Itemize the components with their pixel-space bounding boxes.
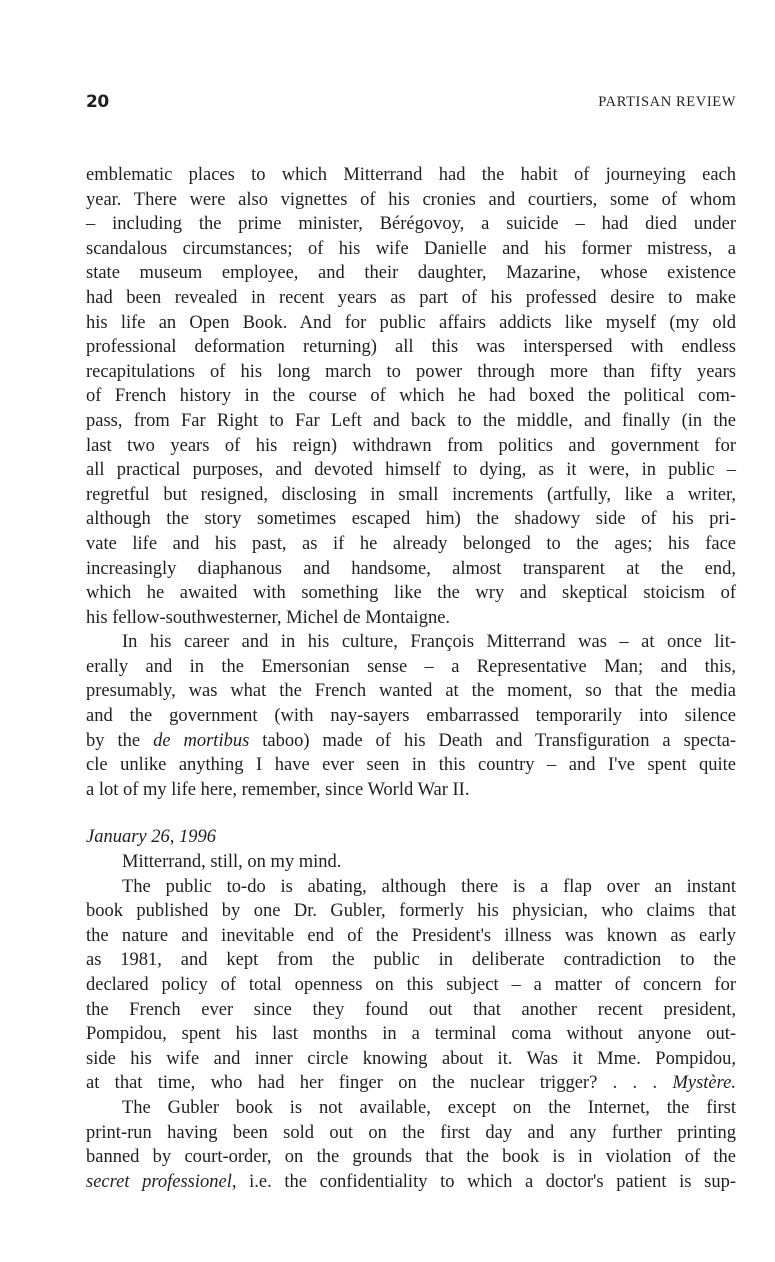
page-number: 20 (86, 92, 109, 112)
text-line: declared policy of total openness on this subject – a matter of concern for (86, 975, 736, 995)
text-line (86, 1071, 736, 1096)
text-line: last two years of his reign) withdrawn from politics and government for (86, 435, 736, 456)
paragraph-5 (86, 1096, 736, 1194)
text-line: vate life and his past, as if he already belonged to the ages; his face (86, 533, 736, 554)
text-run: taboo) made of his Death and Transfiguration a specta- (249, 730, 736, 751)
text-line: The Gubler book is not available, except on the Internet, the first (122, 1097, 736, 1118)
text-line: presumably, was what the French wanted at the moment, so that the media (86, 681, 736, 702)
text-run: at that time, who had her finger on the nuclear trigger? . . . (86, 1073, 673, 1094)
text-line: had been revealed in recent years as part of his professed desire to make (86, 287, 736, 308)
journal-title: PARTISAN REVIEW (598, 94, 736, 110)
text-line: all practical purposes, and devoted himself to dying, as it were, in public – (86, 460, 736, 481)
paragraph-2 (86, 630, 736, 802)
text-line: Pompidou, spent his last months in a terminal coma without anyone out- (86, 1024, 736, 1045)
text-line (86, 729, 736, 754)
text-line: and the government (with nay-sayers embarrassed temporarily into silence (86, 706, 736, 727)
text-run: by the (86, 730, 154, 751)
text-line: erally and in the Emersonian sense – a Representative Man; and this, (86, 656, 736, 677)
text-line: his life an Open Book. And for public affairs addicts like myself (my old (86, 312, 736, 333)
diary-entry-date: January 26, 1996 (86, 827, 216, 848)
text-line: as 1981, and kept from the public in deliberate contradiction to the (86, 950, 736, 971)
text-line: banned by court-order, on the grounds that the book is in violation of the (86, 1147, 736, 1168)
text-line: although the story sometimes escaped him) the shadowy side of his pri- (86, 509, 736, 530)
text-line: of French history in the course of which he had boxed the political com- (86, 386, 736, 407)
body-text (86, 163, 736, 1194)
text-line: the nature and inevitable end of the President's illness was known as early (86, 925, 736, 946)
text-line: recapitulations of his long march to power through more than fifty years (86, 361, 736, 382)
text-line: – including the prime minister, Bérégovoy, a suicide – had died under (86, 214, 736, 235)
paragraph-1 (86, 163, 736, 630)
text-run: i.e. the confidentiality to which a doctor's patient is sup- (236, 1171, 736, 1192)
text-line: book published by one Dr. Gubler, formerly his physician, who claims that (86, 901, 736, 922)
text-line: a lot of my life here, remember, since World War II. (86, 779, 470, 800)
text-line: emblematic places to which Mitterrand had the habit of journeying each (86, 165, 736, 185)
text-line: pass, from Far Right to Far Left and back to the middle, and finally (in the (86, 410, 736, 431)
italic-phrase: Mystère. (672, 1073, 736, 1094)
text-line: regretful but resigned, disclosing in small increments (artfully, like a writer, (86, 484, 736, 505)
text-line: Mitterrand, still, on my mind. (122, 852, 342, 873)
text-line (86, 1170, 736, 1195)
running-head (86, 92, 736, 114)
paragraph-4 (86, 875, 736, 1096)
text-line: increasingly diaphanous and handsome, almost transparent at the end, (86, 558, 736, 579)
text-line: state museum employee, and their daughter, Mazarine, whose existence (86, 263, 736, 284)
text-line: side his wife and inner circle knowing about it. Was it Mme. Pompidou, (86, 1048, 736, 1069)
text-line: which he awaited with something like the wry and skeptical stoicism of (86, 583, 736, 604)
italic-phrase: secret professionel, (86, 1171, 237, 1192)
italic-phrase: de mortibus (153, 730, 250, 751)
text-line: print-run having been sold out on the first day and any further printing (86, 1122, 736, 1143)
text-line: his fellow-southwesterner, Michel de Montaigne. (86, 607, 451, 628)
text-line: The public to-do is abating, although there is a flap over an instant (122, 876, 736, 897)
text-line: scandalous circumstances; of his wife Danielle and his former mistress, a (86, 238, 736, 259)
text-line: year. There were also vignettes of his cronies and courtiers, some of whom (86, 189, 736, 210)
text-line: the French ever since they found out that another recent president, (86, 999, 736, 1020)
text-line: professional deformation returning) all this was interspersed with endless (86, 337, 736, 358)
text-line: cle unlike anything I have ever seen in this country – and I've spent quite (86, 755, 736, 776)
paragraph-3 (86, 850, 736, 875)
text-line: In his career and in his culture, François Mitterrand was – at once lit- (122, 632, 736, 653)
